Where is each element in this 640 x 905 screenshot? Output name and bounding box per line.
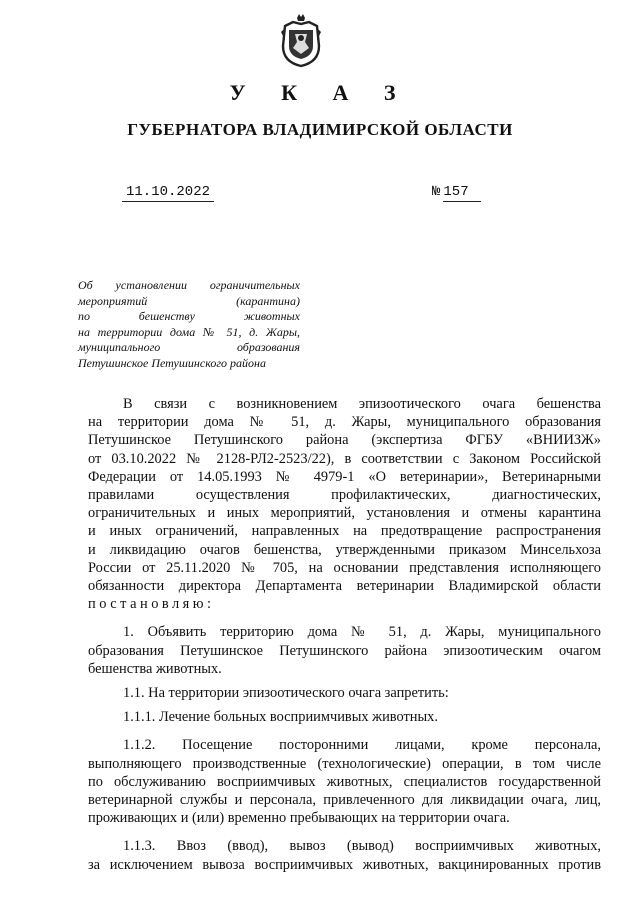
item-1-1-3 <box>88 837 601 873</box>
decree-date: 11.10.2022 <box>122 183 214 202</box>
item-1-line: бешенства животных. <box>88 660 222 677</box>
subject-line: Петушинское Петушинского района <box>78 355 267 370</box>
subject-line: Об установлении ограничительных <box>78 278 300 292</box>
item-1-1-3-line: 1.1.3. Ввоз (ввод), вывоз (вывод) восприимчивых животных, <box>123 838 601 855</box>
preamble-line: на территории дома № 51, д. Жары, муниципального образования <box>88 414 601 431</box>
subject-line: на территории дома № 51, д. Жары, <box>78 324 300 339</box>
preamble-line: ограничительных и иных мероприятий, установления и отмены карантина <box>88 505 601 522</box>
item-1-1-3-line: за исключением вывоза восприимчивых животных, вакцинированных против <box>88 856 601 873</box>
subject-line: муниципального образования <box>78 340 300 354</box>
item-1-1: 1.1. На территории эпизоотического очага запретить: <box>123 685 449 702</box>
decree-subject <box>78 278 300 371</box>
preamble-line: обязанности директора Департамента ветеринарии Владимирской области <box>88 578 601 595</box>
decree-number: 157 <box>443 183 481 202</box>
subject-line: мероприятий (карантина) <box>78 293 300 308</box>
preamble-line: В связи с возникновением эпизоотического очага бешенства <box>123 396 601 412</box>
item-1-1-1: 1.1.1. Лечение больных восприимчивых животных. <box>123 709 438 726</box>
number-label: № <box>432 184 441 200</box>
preamble-line: и ликвидацию очагов бешенства, утвержденными приказом Минсельхоза <box>88 541 601 558</box>
item-1-1-2-line: выполняющего производственные (технологические) операции, в том числе <box>88 755 601 772</box>
item-1 <box>88 623 601 678</box>
coat-of-arms-icon <box>279 12 323 68</box>
preamble-line: и иных ограничений, направленных на предотвращение распространения <box>88 523 601 540</box>
decree-number-block <box>432 183 481 202</box>
document-title: У К А З <box>229 80 411 105</box>
item-1-1-2-line: по обслуживанию восприимчивых животных, специалистов государственной <box>88 773 601 790</box>
preamble <box>88 395 601 613</box>
subject-line: по бешенству животных <box>78 309 300 323</box>
item-1-line: образования Петушинское Петушинского района эпизоотическим очагом <box>88 642 601 659</box>
decree-body <box>88 395 601 874</box>
preamble-line: правилами осуществления профилактических, диагностических, <box>88 487 601 504</box>
decree-word: постановляю: <box>88 596 215 613</box>
item-1-1-2-line: 1.1.2. Посещение посторонними лицами, кроме персонала, <box>123 737 601 754</box>
item-1-1-2 <box>88 736 601 827</box>
item-1-line: 1. Объявить территорию дома № 51, д. Жары, муниципального <box>123 624 601 641</box>
item-1-1-2-line: проживающих и (или) временно пребывающих на территории очага. <box>88 810 510 827</box>
preamble-line: России от 25.11.2020 № 705, на основании представления исполняющего <box>88 559 601 576</box>
item-1-1-2-line: ветеринарной службы и персонала, привлеченного для ликвидации очага, лиц, <box>88 792 601 809</box>
preamble-line: от 03.10.2022 № 2128-РЛ2-2523/22), в соответствии с Законом Российской <box>88 450 601 467</box>
document-subtitle: ГУБЕРНАТОРА ВЛАДИМИРСКОЙ ОБЛАСТИ <box>127 120 513 139</box>
preamble-line: Петушинское Петушинского района (экспертиза ФГБУ «ВНИИЗЖ» <box>88 432 601 449</box>
preamble-line: Федерации от 14.05.1993 № 4979-1 «О ветеринарии», Ветеринарными <box>88 468 601 485</box>
